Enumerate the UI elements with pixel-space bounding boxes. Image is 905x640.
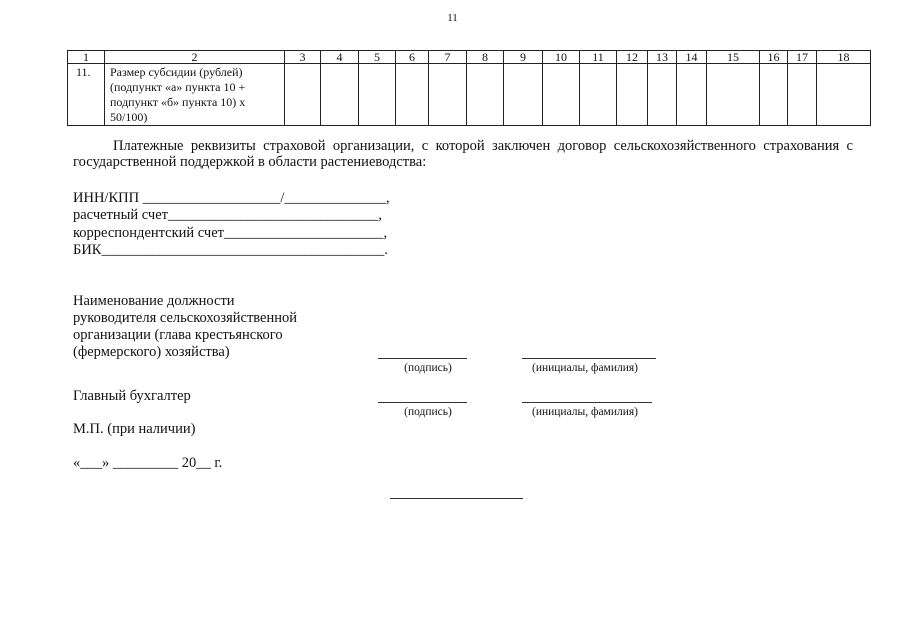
header-cell: 3 (285, 51, 321, 64)
page-number: 11 (447, 12, 458, 24)
accountant-name-line (522, 402, 652, 403)
table-cell (707, 64, 760, 126)
header-cell: 9 (504, 51, 543, 64)
table-cell (396, 64, 429, 126)
name-caption: (инициалы, фамилия) (531, 406, 639, 418)
table-cell (321, 64, 359, 126)
head-position-line: организации (глава крестьянского (73, 327, 283, 343)
table-cell (760, 64, 788, 126)
table-cell (677, 64, 707, 126)
subsidy-table (67, 50, 871, 126)
table-row (68, 64, 871, 126)
table-cell (617, 64, 648, 126)
chief-accountant-label: Главный бухгалтер (73, 388, 191, 404)
payment-details-intro: Платежные реквизиты страховой организации, с которой заключен договор сельскохозяйственного страхования с государственной поддержкой в области растениеводства: (73, 138, 853, 170)
row-label: Размер субсидии (рублей) (подпункт «а» пункта 10 + подпункт «б» пункта 10) х 50/100) (105, 64, 285, 126)
header-cell: 15 (707, 51, 760, 64)
table-cell (580, 64, 617, 126)
table-cell (817, 64, 871, 126)
header-cell: 7 (429, 51, 467, 64)
signature-caption: (подпись) (404, 406, 452, 418)
name-caption: (инициалы, фамилия) (531, 362, 639, 374)
head-name-line (522, 358, 656, 359)
header-cell: 4 (321, 51, 359, 64)
header-cell: 16 (760, 51, 788, 64)
stamp-label: М.П. (при наличии) (73, 421, 196, 437)
table-cell (429, 64, 467, 126)
header-cell: 11 (580, 51, 617, 64)
table-cell (359, 64, 396, 126)
signature-caption: (подпись) (404, 362, 452, 374)
table-cell (788, 64, 817, 126)
row-number: 11. (68, 64, 105, 126)
header-cell: 1 (68, 51, 105, 64)
header-cell: 17 (788, 51, 817, 64)
account-line: расчетный счет_____________________________, (73, 207, 382, 223)
header-cell: 10 (543, 51, 580, 64)
table-header-row (68, 51, 871, 64)
table-cell (467, 64, 504, 126)
head-position-line: (фермерского) хозяйства) (73, 344, 230, 360)
table-cell (504, 64, 543, 126)
inn-kpp-line: ИНН/КПП ___________________/______________, (73, 190, 390, 206)
header-cell: 13 (648, 51, 677, 64)
head-position-line: руководителя сельскохозяйственной (73, 310, 298, 326)
header-cell: 18 (817, 51, 871, 64)
table-cell (285, 64, 321, 126)
date-line: «___» _________ 20__ г. (73, 455, 223, 471)
header-cell: 5 (359, 51, 396, 64)
head-signature-line (378, 358, 467, 359)
header-cell: 6 (396, 51, 429, 64)
bik-line: БИК_______________________________________. (73, 242, 388, 258)
table-cell (648, 64, 677, 126)
header-cell: 14 (677, 51, 707, 64)
header-cell: 12 (617, 51, 648, 64)
table-cell (543, 64, 580, 126)
corr-account-line: корреспондентский счет______________________, (73, 225, 388, 241)
header-cell: 2 (105, 51, 285, 64)
end-separator-line (390, 498, 523, 499)
head-position-line: Наименование должности (73, 293, 235, 309)
header-cell: 8 (467, 51, 504, 64)
accountant-signature-line (378, 402, 467, 403)
